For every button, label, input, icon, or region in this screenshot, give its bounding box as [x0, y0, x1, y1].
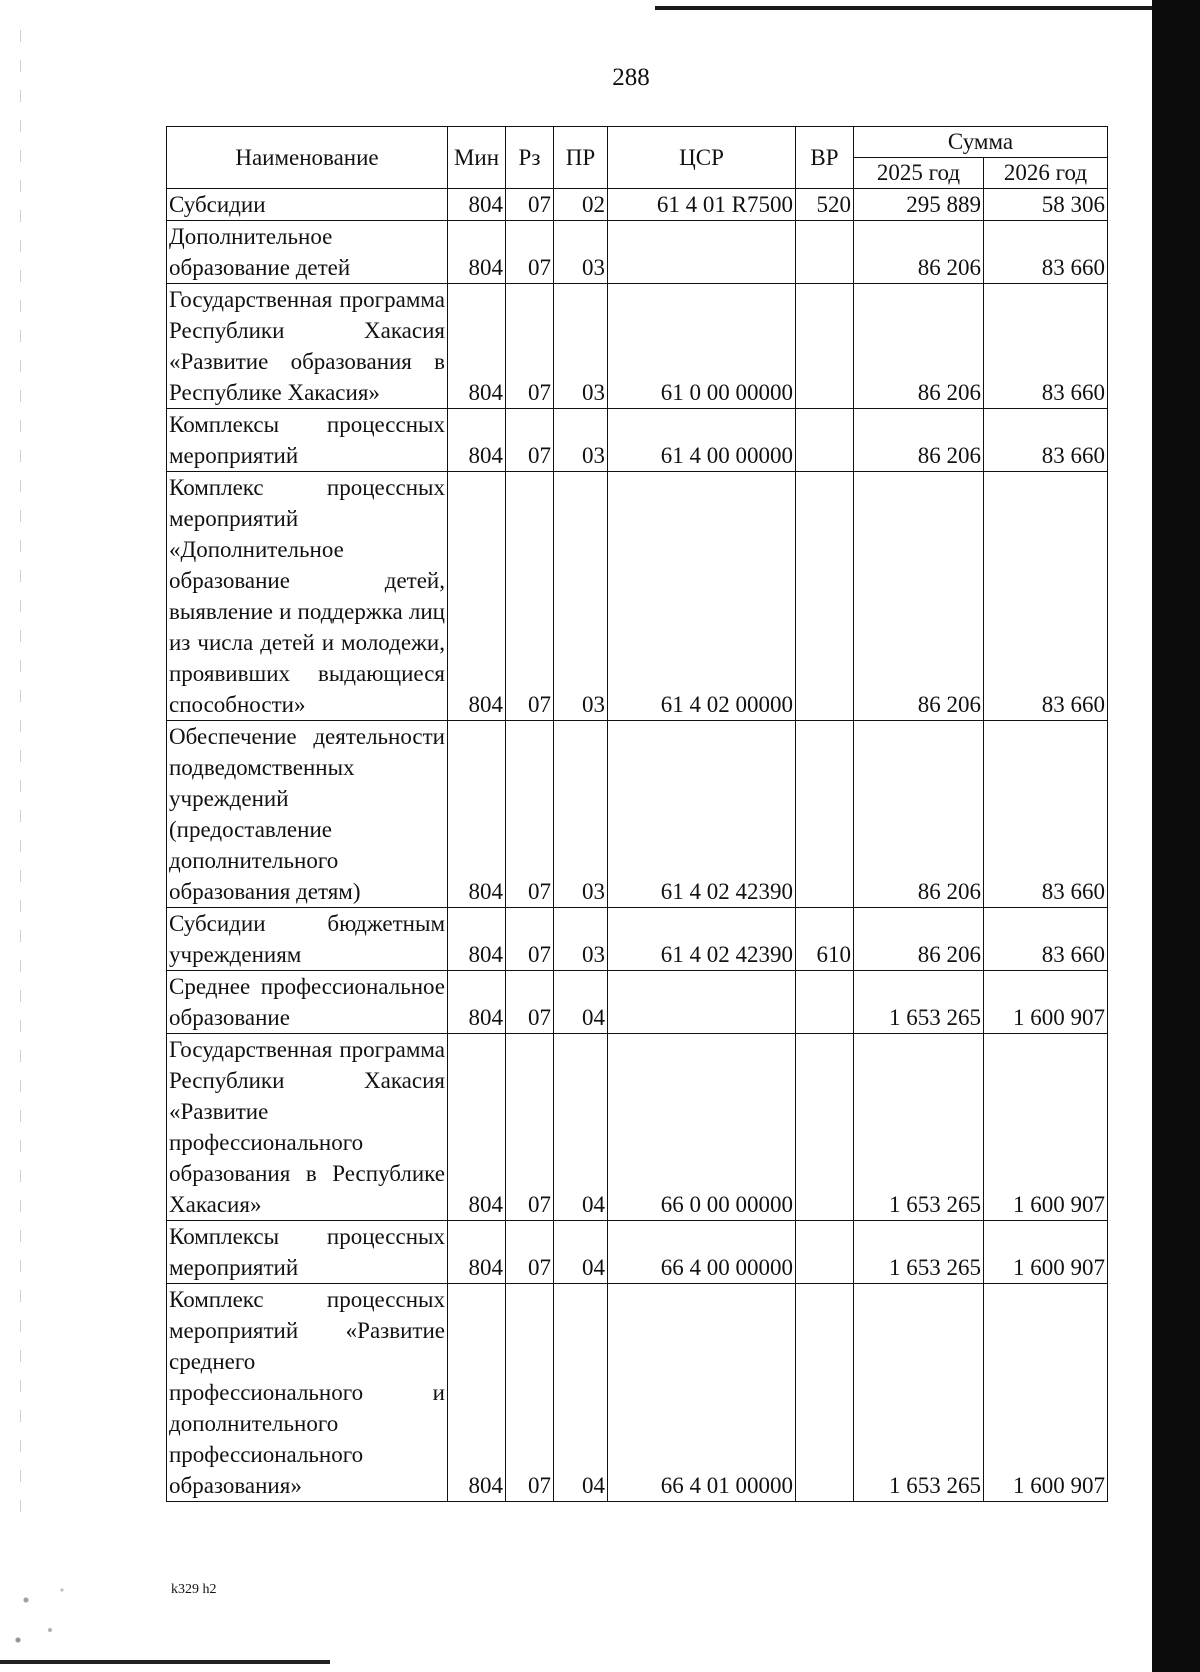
cell-sum-2026: 83 660: [984, 409, 1108, 472]
table-row: [167, 189, 1108, 221]
scan-artifact-right-edge: [1152, 0, 1200, 1672]
cell-rz: 07: [506, 284, 554, 409]
cell-csr: 61 4 01 R7500: [608, 189, 796, 221]
cell-min: 804: [448, 908, 506, 971]
cell-pr: 03: [554, 409, 608, 472]
budget-table: [166, 126, 1108, 1502]
cell-rz: 07: [506, 1221, 554, 1284]
table-row: [167, 284, 1108, 409]
cell-min: 804: [448, 284, 506, 409]
cell-sum-2025: 86 206: [854, 472, 984, 721]
cell-name: Субсидии бюджетным учреждениям: [167, 908, 448, 971]
cell-name: Комплекс процессных мероприятий «Развитие среднего профессионального и дополнительного профессионального образования»: [167, 1284, 448, 1502]
cell-pr: 03: [554, 284, 608, 409]
header-year-2026: 2026 год: [984, 158, 1108, 189]
cell-sum-2025: 86 206: [854, 409, 984, 472]
cell-name: Дополнительное образование детей: [167, 221, 448, 284]
header-year-2025: 2025 год: [854, 158, 984, 189]
cell-pr: 03: [554, 908, 608, 971]
cell-min: 804: [448, 409, 506, 472]
table-row: [167, 971, 1108, 1034]
cell-name: Комплексы процессных мероприятий: [167, 409, 448, 472]
cell-csr: 66 4 00 00000: [608, 1221, 796, 1284]
table-body: [167, 189, 1108, 1502]
cell-csr: 61 4 00 00000: [608, 409, 796, 472]
scan-artifact-left-line: [20, 30, 21, 1530]
cell-min: 804: [448, 1034, 506, 1221]
table-row: [167, 721, 1108, 908]
header-sum: Сумма: [854, 127, 1108, 158]
cell-pr: 04: [554, 1034, 608, 1221]
cell-min: 804: [448, 721, 506, 908]
cell-vr: [796, 1284, 854, 1502]
cell-sum-2026: 1 600 907: [984, 1221, 1108, 1284]
cell-sum-2025: 295 889: [854, 189, 984, 221]
cell-sum-2026: 1 600 907: [984, 1284, 1108, 1502]
cell-vr: [796, 221, 854, 284]
cell-sum-2025: 86 206: [854, 908, 984, 971]
cell-vr: [796, 971, 854, 1034]
cell-rz: 07: [506, 1034, 554, 1221]
cell-vr: [796, 1034, 854, 1221]
table-row: [167, 908, 1108, 971]
cell-rz: 07: [506, 908, 554, 971]
header-csr: ЦСР: [608, 127, 796, 189]
cell-csr: 61 4 02 42390: [608, 721, 796, 908]
cell-name: Комплексы процессных мероприятий: [167, 1221, 448, 1284]
cell-csr: 61 4 02 42390: [608, 908, 796, 971]
cell-rz: 07: [506, 1284, 554, 1502]
cell-rz: 07: [506, 721, 554, 908]
cell-min: 804: [448, 1284, 506, 1502]
cell-csr: 61 0 00 00000: [608, 284, 796, 409]
table-header: [167, 127, 1108, 189]
cell-name: Государственная программа Республики Хакасия «Развитие образования в Республике Хакасия»: [167, 284, 448, 409]
cell-vr: [796, 284, 854, 409]
cell-sum-2026: 1 600 907: [984, 971, 1108, 1034]
cell-name: Субсидии: [167, 189, 448, 221]
cell-pr: 02: [554, 189, 608, 221]
header-vr: ВР: [796, 127, 854, 189]
cell-sum-2025: 86 206: [854, 721, 984, 908]
cell-sum-2025: 1 653 265: [854, 1221, 984, 1284]
cell-name: Комплекс процессных мероприятий «Дополнительное образование детей, выявление и поддержка лиц из числа детей и молодежи, проявивших выдающиеся способности»: [167, 472, 448, 721]
cell-sum-2025: 86 206: [854, 221, 984, 284]
table-row: [167, 221, 1108, 284]
table-row: [167, 1221, 1108, 1284]
cell-min: 804: [448, 971, 506, 1034]
cell-csr: 66 0 00 00000: [608, 1034, 796, 1221]
cell-rz: 07: [506, 971, 554, 1034]
cell-sum-2026: 83 660: [984, 908, 1108, 971]
cell-pr: 04: [554, 1284, 608, 1502]
cell-sum-2026: 83 660: [984, 284, 1108, 409]
table-row: [167, 1034, 1108, 1221]
cell-pr: 04: [554, 971, 608, 1034]
cell-vr: [796, 721, 854, 908]
cell-rz: 07: [506, 221, 554, 284]
cell-name: Государственная программа Республики Хакасия «Развитие профессионального образования в Республике Хакасия»: [167, 1034, 448, 1221]
footer-code: k329 h2: [171, 1582, 217, 1597]
cell-csr: [608, 221, 796, 284]
cell-sum-2026: 83 660: [984, 472, 1108, 721]
table-row: [167, 472, 1108, 721]
cell-csr: 66 4 01 00000: [608, 1284, 796, 1502]
cell-pr: 03: [554, 221, 608, 284]
cell-vr: 520: [796, 189, 854, 221]
cell-sum-2026: 1 600 907: [984, 1034, 1108, 1221]
header-rz: Рз: [506, 127, 554, 189]
table-row: [167, 1284, 1108, 1502]
cell-rz: 07: [506, 472, 554, 721]
cell-name: Обеспечение деятельности подведомственных учреждений (предоставление дополнительного образования детям): [167, 721, 448, 908]
cell-min: 804: [448, 1221, 506, 1284]
cell-sum-2025: 86 206: [854, 284, 984, 409]
cell-rz: 07: [506, 189, 554, 221]
cell-name: Среднее профессиональное образование: [167, 971, 448, 1034]
scan-artifact-top-line: [655, 6, 1155, 10]
cell-sum-2025: 1 653 265: [854, 971, 984, 1034]
cell-vr: [796, 472, 854, 721]
cell-min: 804: [448, 472, 506, 721]
cell-vr: 610: [796, 908, 854, 971]
cell-sum-2025: 1 653 265: [854, 1034, 984, 1221]
header-pr: ПР: [554, 127, 608, 189]
cell-csr: 61 4 02 00000: [608, 472, 796, 721]
cell-pr: 03: [554, 721, 608, 908]
cell-pr: 04: [554, 1221, 608, 1284]
page-number: 288: [612, 64, 650, 91]
scan-artifact-bottom-line: [0, 1660, 330, 1664]
cell-csr: [608, 971, 796, 1034]
header-name: Наименование: [167, 127, 448, 189]
cell-sum-2026: 83 660: [984, 721, 1108, 908]
cell-sum-2025: 1 653 265: [854, 1284, 984, 1502]
cell-pr: 03: [554, 472, 608, 721]
table-row: [167, 409, 1108, 472]
scan-artifact-noise: [2, 1560, 82, 1660]
cell-sum-2026: 58 306: [984, 189, 1108, 221]
header-min: Мин: [448, 127, 506, 189]
cell-min: 804: [448, 189, 506, 221]
cell-sum-2026: 83 660: [984, 221, 1108, 284]
cell-min: 804: [448, 221, 506, 284]
cell-vr: [796, 1221, 854, 1284]
cell-rz: 07: [506, 409, 554, 472]
cell-vr: [796, 409, 854, 472]
